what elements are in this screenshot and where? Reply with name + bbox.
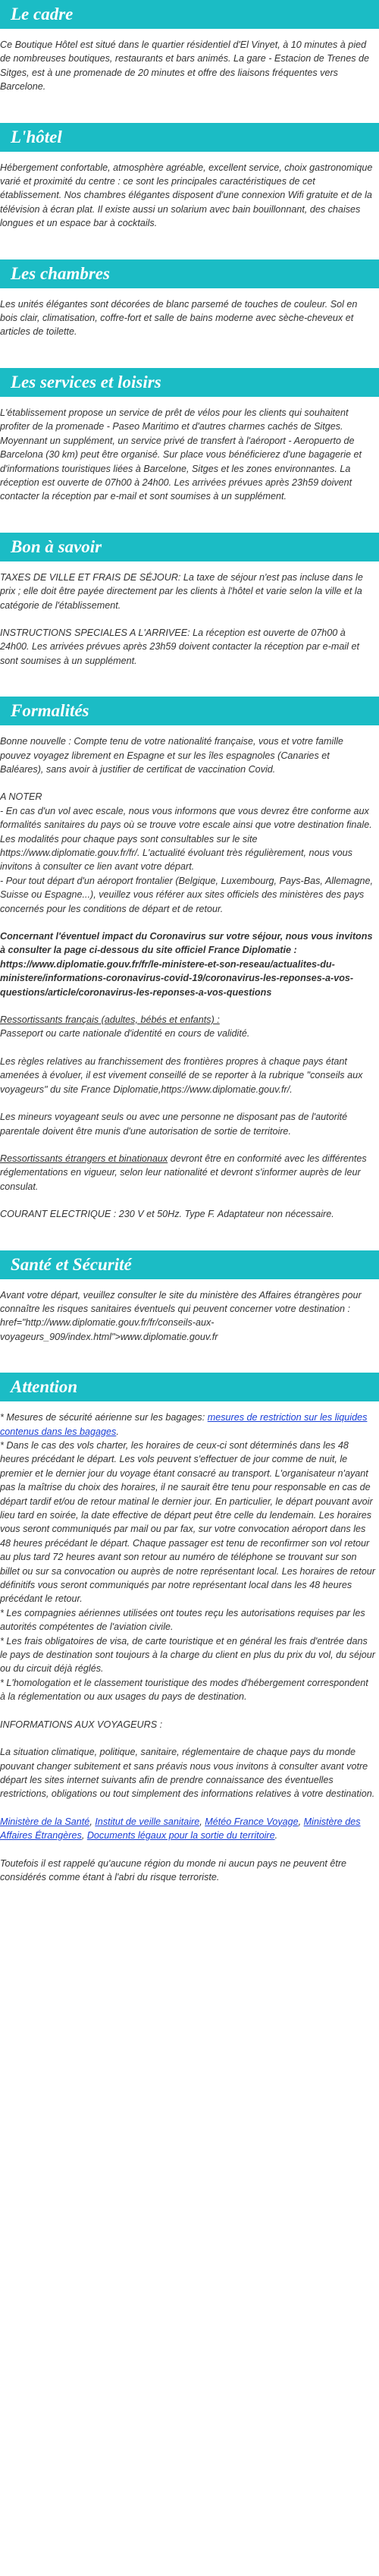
section-title-attention: Attention <box>0 1373 379 1401</box>
link-separator: , <box>298 1816 304 1827</box>
note-title: A NOTER <box>0 791 42 803</box>
arrival-instructions-text: INSTRUCTIONS SPECIALES A L'ARRIVEE: La réception est ouverte de 07h00 à 24h00. Les arrivées prévues après 23h59 doivent contacter la réception par e-mail et sont soumises à un supplément. <box>0 627 359 666</box>
electric-current-text: COURANT ELECTRIQUE : 230 V et 50Hz. Type F. Adaptateur non nécessaire. <box>0 1209 334 1220</box>
section-title-formalites: Formalités <box>0 697 379 725</box>
section-content-hotel <box>0 152 379 244</box>
note-block <box>0 790 375 916</box>
section-chambres <box>0 259 379 353</box>
coronavirus-notice: Concernant l'éventuel impact du Coronavirus sur votre séjour, nous vous invitons à consulter la page ci-dessous du site officiel France Diplomatie : https://www.diplomatie.gouv.fr/fr/le-ministere-et-son-reseau/actualites-du-ministere/informations-coronavirus-covid-19/coronavirus-les-reponses-a-vos-questions/article/coronavirus-les-reponses-a-vos-questions <box>0 931 373 998</box>
note-border-airport: - Pour tout départ d'un aéroport frontalier (Belgique, Luxembourg, Pays-Bas, Allemagne, Suisse ou Espagne...), veuillez vous référer aux sites officiels des ministères des pays concernés pour les conditions de départ et de retour. <box>0 875 373 914</box>
hotel-text: Hébergement confortable, atmosphère agréable, excellent service, choix gastronomique varié et proximité du centre : ce sont les principales caractéristiques de cet établissement. Nos chambres élégantes disposent d'une connexion Wifi gratuite et de la télévision à écran plat. Il existe aussi un solarium avec bain bouillonnant, des chaises longues et un espace bar à cocktails. <box>0 162 373 229</box>
classification-text: * L'homologation et le classement touristique des modes d'hébergement correspondent à la réglementation ou aux usages du pays de destination. <box>0 1677 368 1703</box>
link-documents-legaux[interactable]: Documents légaux pour la sortie du territoire <box>86 1830 275 1842</box>
section-content-bon-a-savoir <box>0 561 379 681</box>
traveler-info-title: INFORMATIONS AUX VOYAGEURS : <box>0 1719 163 1730</box>
foreign-nationals-body: devront être en conformité avec les différentes réglementations en vigueur, selon leur nationalité et devront s'informer auprès de leur consulat. <box>0 1153 367 1192</box>
sante-text: Avant votre départ, veuillez consulter le site du ministère des Affaires étrangères pour connaître les risques sanitaires éventuels qui peuvent concerner votre destination : href="http://www.diplomatie.gouv.fr/fr/conseils-aux-voyageurs_909/index.html">www.diplomatie.gouv.fr <box>0 1289 362 1342</box>
terrorism-risk-text: Toutefois il est rappelé qu'aucune région du monde ni aucun pays ne peuvent être considérés comme étant à l'abri du risque terroriste. <box>0 1857 347 1882</box>
attention-list <box>0 1411 375 1704</box>
visa-fees-text: * Les frais obligatoires de visa, de carte touristique et en général les frais d'entrée dans le pays de destination sont toujours à la charge du client en plus du prix du vol, du séjour ou du circuit déjà réglés. <box>0 1635 375 1675</box>
section-content-chambres <box>0 288 379 353</box>
note-layover: - En cas d'un vol avec escale, nous vous informons que vous devrez être conforme aux formalités sanitaires du pays où se trouve votre escale ainsi que votre destination finale. <box>0 805 372 831</box>
link-veille-sanitaire[interactable]: Institut de veille sanitaire <box>95 1816 200 1827</box>
services-text: L'établissement propose un service de prêt de vélos pour les clients qui souhaitent profiter de la promenade - Paseo Maritimo et d'autres charmes cachés de Sitges. Moyennant un supplément, un service privé de transfert à l'aéroport - Aeropuerto de Barcelona (30 km) peut être organisé. Sur place vous bénéficierez d'une bagagerie et d'informations touristiques liées à Barcelone, Sitges et les zones environnantes. La réception est ouverte de 07h00 à 24h00. Les arrivées prévues après 23h59 doivent contacter la réception par e-mail et sont soumises à un supplément. <box>0 407 362 502</box>
city-tax-text: TAXES DE VILLE ET FRAIS DE SÉJOUR: La taxe de séjour n'est pas incluse dans le prix ; elle doit être payée directement par les clients à l'hôtel et varie selon la ville et la catégorie de l'établissement. <box>0 571 363 611</box>
charter-flights-text: * Dans le cas des vols charter, les horaires de ceux-ci sont déterminés dans les 48 heures précédant le départ. Les vols peuvent s'effectuer de jour comme de nuit, le premier et le dernier jour du voyage étant consacré au transport. L'organisateur n'ayant pas la maîtrise du choix des horaires, il ne saurait être tenu pour responsable en cas de départ tardif et/ou de retour matinal le dernier jour. En particulier, le départ pouvant avoir lieu tard en soirée, la date effective de départ peut être celle du lendemain. Les horaires vous seront communiqués par mail ou par fax, sur votre convocation aéroport dans les 48 heures précédant le départ. Chaque passager est tenu de reconfirmer son vol retour au plus tard 72 heures avant son retour au numéro de téléphone se trouvant sur son billet ou sur sa convocation ou auprès de notre représentant local. Les horaires de retour définitifs vous seront communiqués par notre représentant local dans les 48 heures précédant le retour. <box>0 1439 375 1605</box>
french-nationals-block <box>0 1013 375 1041</box>
chambres-text: Les unités élégantes sont décorées de blanc parsemé de touches de couleur. Sol en bois clair, climatisation, coffre-fort et salle de bains moderne avec sèche-cheveux et articles de toilette. <box>0 298 358 338</box>
airlines-text: * Les compagnies aériennes utilisées ont toutes reçu les autorisations requises par les autorités compétentes de l'aviation civile. <box>0 1607 365 1633</box>
foreign-nationals-title: Ressortissants étrangers et binationaux <box>0 1153 168 1164</box>
foreign-nationals-text <box>0 1152 375 1194</box>
section-services <box>0 368 379 517</box>
link-separator: , <box>199 1816 205 1827</box>
section-content-formalites <box>0 725 379 1235</box>
section-hotel <box>0 123 379 244</box>
minors-text: Les mineurs voyageant seuls ou avec une personne ne disposant pas de l'autorité parentale doivent être munis d'une autorisation de sortie de territoire. <box>0 1112 348 1137</box>
section-content-services <box>0 397 379 517</box>
cadre-text: Ce Boutique Hôtel est situé dans le quartier résidentiel d'El Vinyet, à 10 minutes à pied de nombreuses boutiques, restaurants et bars animés. La gare - Estacion de Trenes de Sitges, est à une promenade de 20 minutes et offre des liaisons fréquentes vers Barcelone. <box>0 39 369 93</box>
link-meteo-france[interactable]: Météo France Voyage <box>205 1816 299 1827</box>
link-separator: , <box>89 1816 96 1827</box>
section-formalites <box>0 697 379 1235</box>
section-cadre <box>0 0 379 108</box>
baggage-security-text: * Mesures de sécurité aérienne sur les bagages: <box>0 1412 208 1423</box>
section-bon-a-savoir <box>0 533 379 681</box>
section-title-hotel: L'hôtel <box>0 123 379 152</box>
link-separator: , <box>81 1830 87 1842</box>
link-ministere-sante[interactable]: Ministère de la Santé <box>0 1816 90 1827</box>
section-title-chambres: Les chambres <box>0 259 379 288</box>
french-nationals-text: Passeport ou carte nationale d'identité en cours de validité. <box>0 1028 250 1040</box>
section-content-sante <box>0 1279 379 1358</box>
border-rules-text: Les règles relatives au franchissement des frontières propres à chaque pays étant amenées à évoluer, il est vivement conseillé de se reporter à la rubrique "conseils aux voyageurs" du site France Diplomatie,https://www.diplomatie.gouv.fr/. <box>0 1055 363 1095</box>
note-modalities: Les modalités pour chaque pays sont consultables sur le site https://www.diplomatie.gouv.fr/fr/. L'actualité évoluant très régulièrement, nous vous invitons à consulter ce lien avant votre départ. <box>0 833 352 873</box>
section-title-bon-a-savoir: Bon à savoir <box>0 533 379 561</box>
section-title-cadre: Le cadre <box>0 0 379 29</box>
section-title-sante: Santé et Sécurité <box>0 1250 379 1279</box>
official-links <box>0 1815 375 1843</box>
section-content-cadre <box>0 29 379 108</box>
links-end: . <box>274 1830 278 1842</box>
section-title-services: Les services et loisirs <box>0 368 379 397</box>
section-sante <box>0 1250 379 1358</box>
section-content-attention <box>0 1401 379 1898</box>
section-attention <box>0 1373 379 1898</box>
good-news-text: Bonne nouvelle : Compte tenu de votre nationalité française, vous et votre famille pouvez voyagez librement en Espagne et sur les îles espagnoles (Canaries et Baléares), sans avoir à justifier de certificat de vaccination Covid. <box>0 736 343 775</box>
french-nationals-title: Ressortissants français (adultes, bébés et enfants) : <box>0 1014 220 1026</box>
traveler-info-text: La situation climatique, politique, sanitaire, réglementaire de chaque pays du monde pouvant changer subitement et sans préavis nous vous invitons à consulter avant votre départ les sites internet suivants afin de prendre connaissance des éventuelles restrictions, obligations ou tout simplement des informations relatives à votre destination. <box>0 1747 375 1800</box>
liquids-restriction-link[interactable]: mesures de restriction sur les liquides contenus dans les bagages <box>0 1412 368 1437</box>
baggage-security-end: . <box>116 1426 119 1437</box>
link-affaires-etrangeres[interactable]: Ministère des Affaires Étrangères <box>0 1816 361 1842</box>
